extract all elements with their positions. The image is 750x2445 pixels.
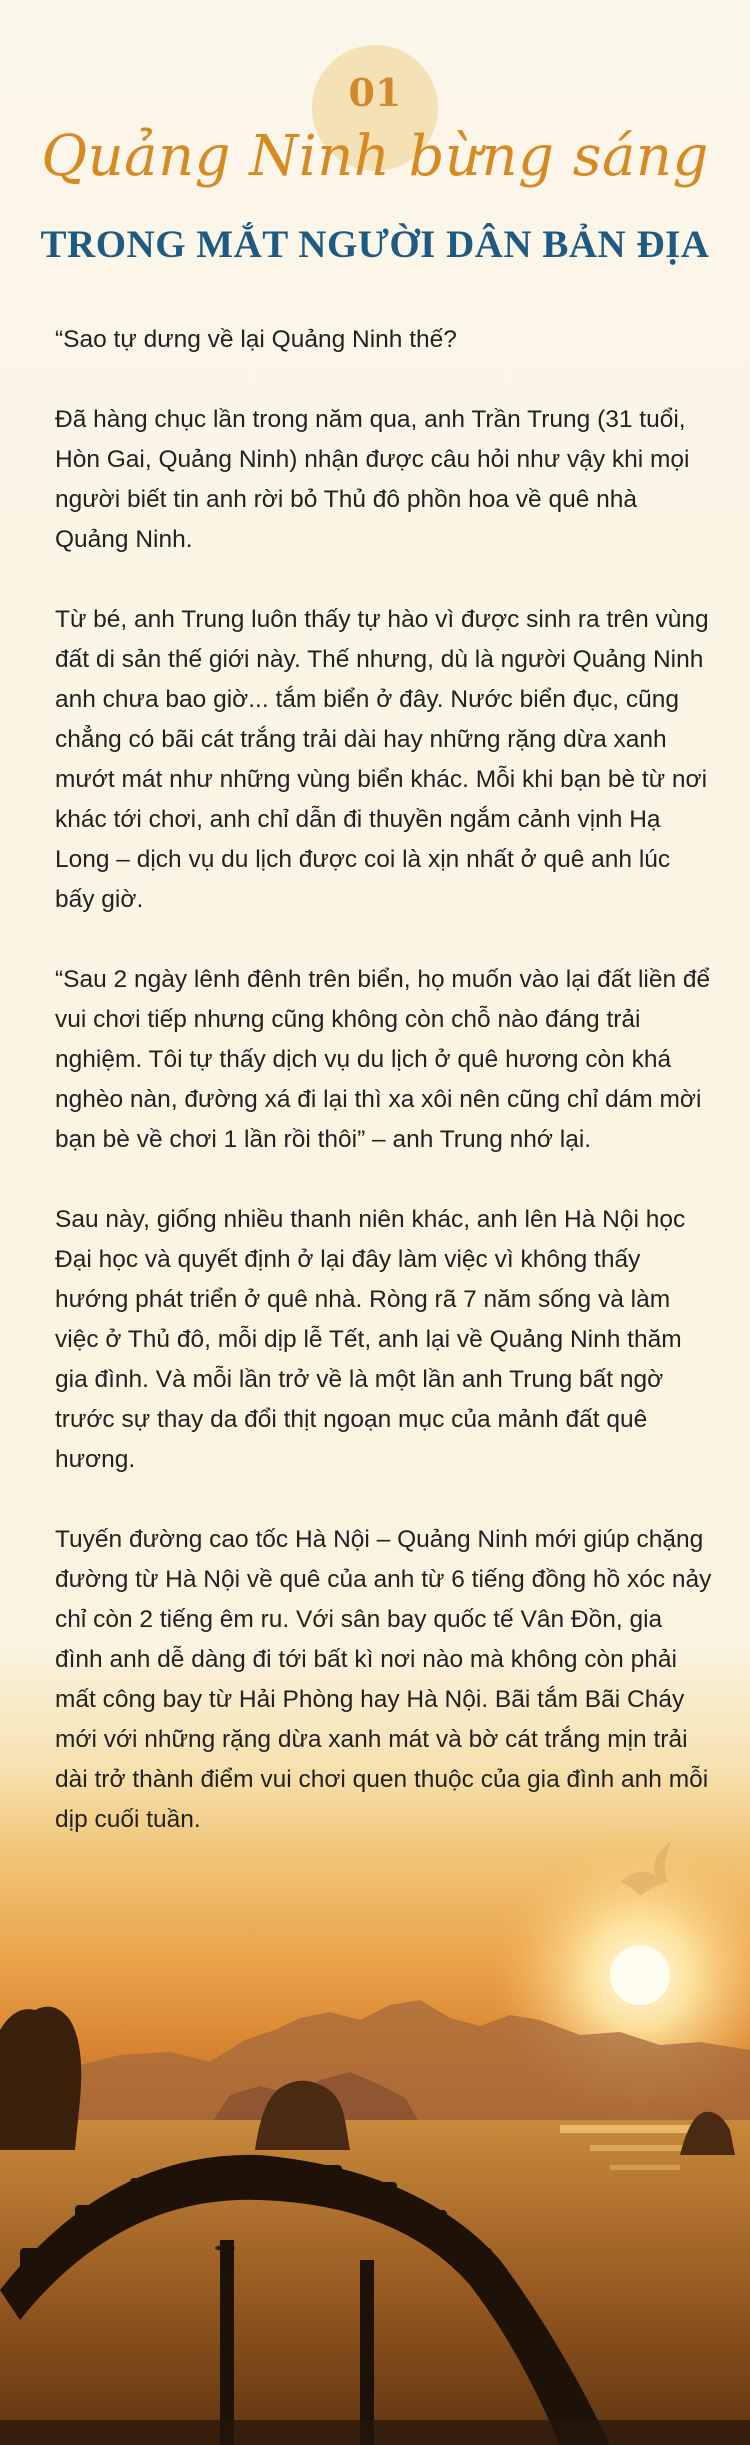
sunset-bay-illustration [0,1700,750,2445]
paragraph: Tuyến đường cao tốc Hà Nội – Quảng Ninh mới giúp chặng đường từ Hà Nội về quê của anh từ 6 tiếng đồng hồ xóc nảy chỉ còn 2 tiếng êm ru. Với sân bay quốc tế Vân Đồn, gia đình anh dễ dàng đi tới bất kì nơi nào mà không còn phải mất công bay từ Hải Phòng hay Hà Nội. Bãi tắm Bãi Cháy mới với những rặng dừa xanh mát và bờ cát trắng mịn trải dài trở thành điểm vui chơi quen thuộc của gia đình anh mỗi dịp cuối tuần. [55,1526,712,1833]
title-script: Quảng Ninh bừng sáng [41,124,709,189]
title-caps: TRONG MẮT NGƯỜI DÂN BẢN ĐỊA [40,223,710,266]
wheel-support [220,2240,234,2445]
sun [610,1945,670,2005]
article-body [55,320,715,1880]
karst-island-left [0,2007,81,2150]
wheel-support [360,2260,374,2445]
paragraph: “Sao tự dưng về lại Quảng Ninh thế? [55,326,457,353]
foreground-base [0,2420,750,2445]
paragraph: Từ bé, anh Trung luôn thấy tự hào vì được sinh ra trên vùng đất di sản thế giới này. Thế nhưng, dù là người Quảng Ninh anh chưa bao giờ... tắm biển ở đây. Nước biển đục, cũng chẳng có bãi cát trắng trải dài hay những rặng dừa xanh mướt mát như những vùng biển khác. Mỗi khi bạn bè từ nơi khác tới chơi, anh chỉ dẫn đi thuyền ngắm cảnh vịnh Hạ Long – dịch vụ du lịch được coi là xịn nhất ở quê anh lúc bấy giờ. [55,606,709,913]
paragraph: Đã hàng chục lần trong năm qua, anh Trần Trung (31 tuổi, Hòn Gai, Quảng Ninh) nhận được câu hỏi như vậy khi mọi người biết tin anh rời bỏ Thủ đô phồn hoa về quê nhà Quảng Ninh. [55,406,690,553]
paragraph: “Sau 2 ngày lênh đênh trên biển, họ muốn vào lại đất liền để vui chơi tiếp nhưng cũng không còn chỗ nào đáng trải nghiệm. Tôi tự thấy dịch vụ du lịch ở quê hương còn khá nghèo nàn, đường xá đi lại thì xa xôi nên cũng chỉ dám mời bạn bè về chơi 1 lần rồi thôi” – anh Trung nhớ lại. [55,966,711,1153]
section-number: 01 [348,70,402,115]
paragraph: Sau này, giống nhiều thanh niên khác, anh lên Hà Nội học Đại học và quyết định ở lại đây làm việc vì không thấy hướng phát triển ở quê nhà. Ròng rã 7 năm sống và làm việc ở Thủ đô, mỗi dịp lễ Tết, anh lại về Quảng Ninh thăm gia đình. Và mỗi lần trở về là một lần anh Trung bất ngờ trước sự thay da đổi thịt ngoạn mục của mảnh đất quê hương. [55,1206,686,1473]
